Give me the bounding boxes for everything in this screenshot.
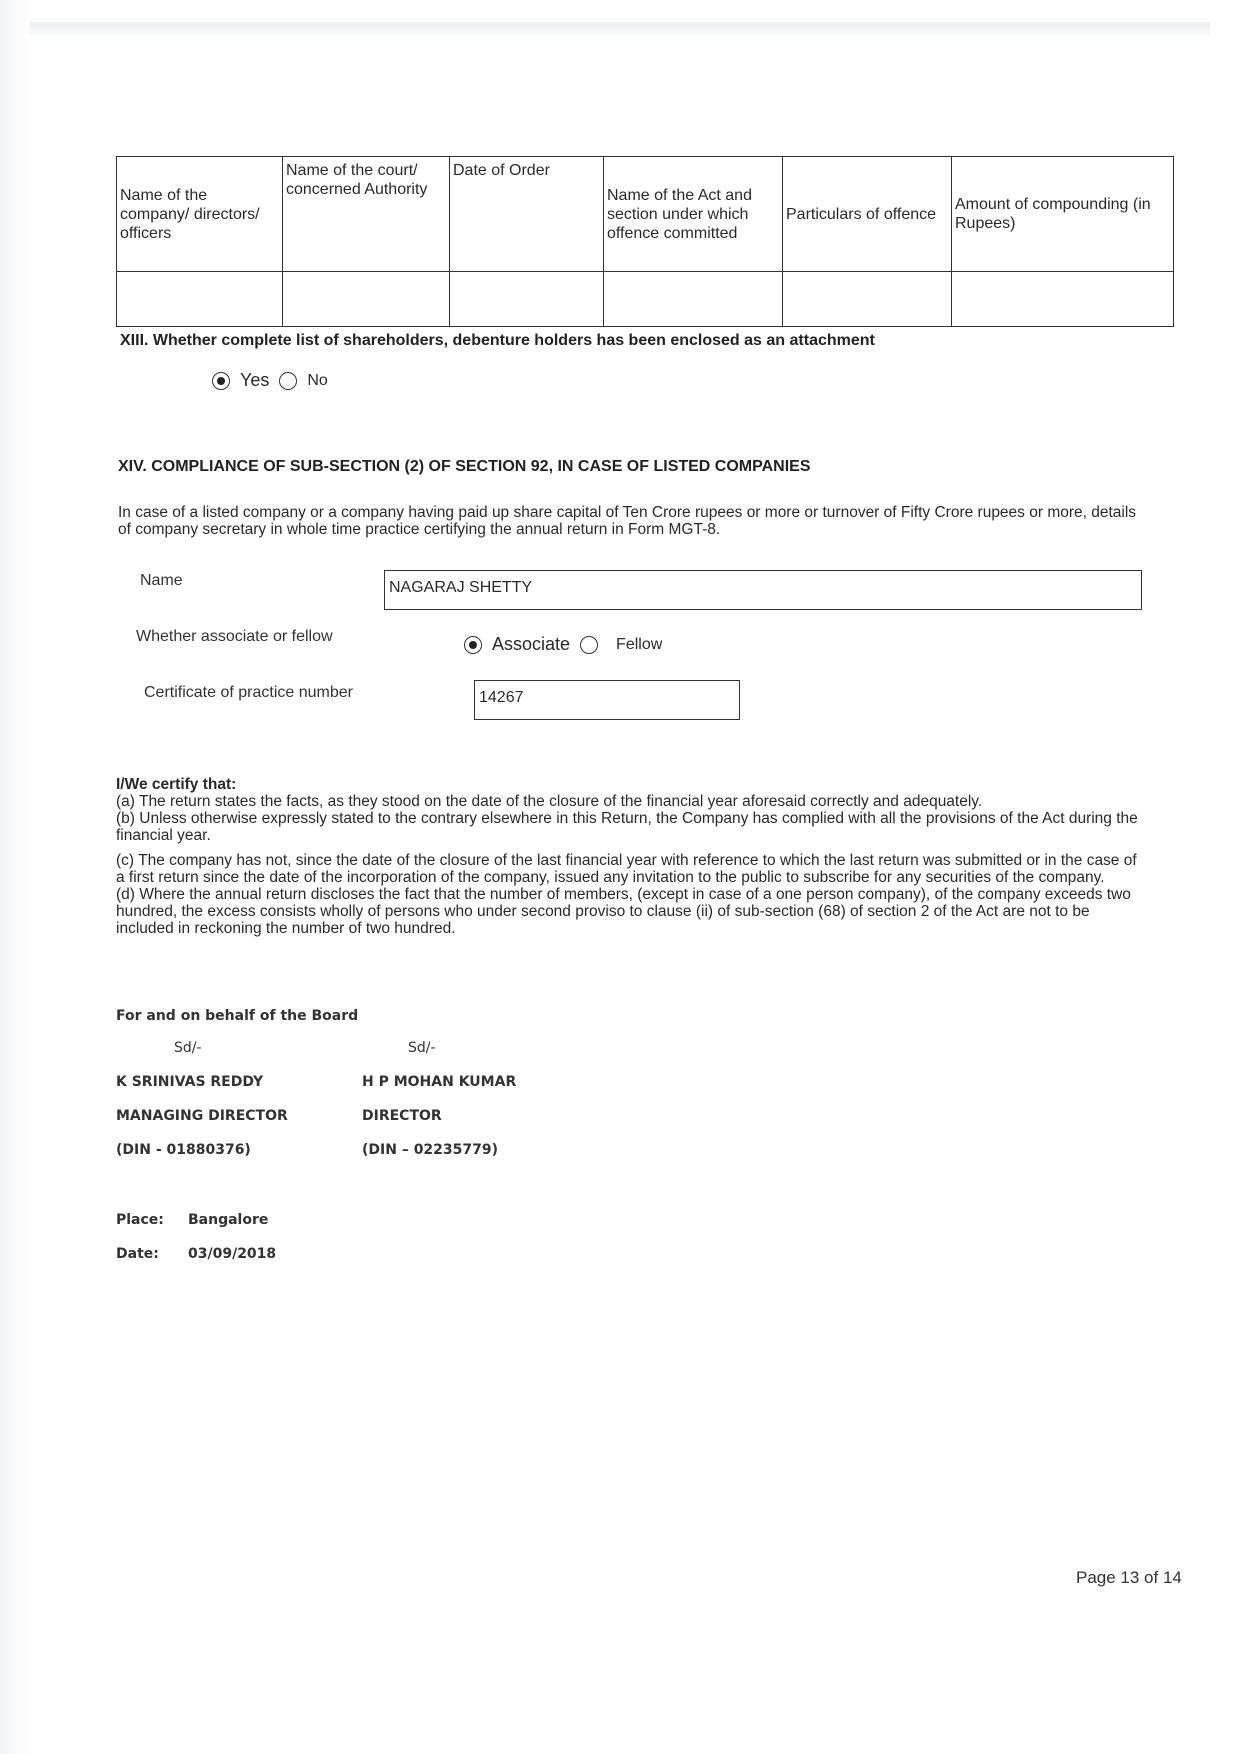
date-label: Date: xyxy=(116,1246,159,1262)
certification-heading: I/We certify that: xyxy=(116,776,237,793)
table-header-cell: Date of Order xyxy=(450,157,604,272)
fellow-radio[interactable] xyxy=(580,636,598,654)
signatory-name: H P MOHAN KUMAR xyxy=(362,1074,517,1090)
table-cell xyxy=(783,272,952,327)
yes-radio-label: Yes xyxy=(240,370,270,390)
signatory-din: (DIN - 01880376) xyxy=(116,1142,251,1158)
certification-clause-c: (c) The company has not, since the date of the closure of the last financial year with reference to which the last return was submitted or in the case of a first return since the date of the incorporation of the company, issued any invitation to the public to subscribe for any securities of the company. xyxy=(116,852,1137,886)
table-cell xyxy=(283,272,450,327)
date-value: 03/09/2018 xyxy=(188,1246,277,1262)
table-header-cell: Amount of compounding (in Rupees) xyxy=(952,157,1174,272)
yes-radio[interactable] xyxy=(212,372,230,390)
section-xiii-title: XIII. Whether complete list of shareholders, debenture holders has been enclosed as an attachment xyxy=(120,332,875,349)
table-cell xyxy=(604,272,783,327)
table-cell xyxy=(117,272,283,327)
scan-shadow-top xyxy=(30,22,1210,40)
cop-number-field[interactable]: 14267 xyxy=(474,680,740,720)
associate-radio[interactable] xyxy=(464,636,482,654)
page-number: Page 13 of 14 xyxy=(1076,1568,1182,1587)
certification-clause-b: (b) Unless otherwise expressly stated to the contrary elsewhere in this Return, the Company has complied with all the provisions of the Act during the financial year. xyxy=(116,810,1138,844)
no-radio-label: No xyxy=(307,371,328,389)
name-field[interactable]: NAGARAJ SHETTY xyxy=(384,570,1142,610)
scan-shadow-left xyxy=(0,0,30,1754)
signature-sd: Sd/- xyxy=(408,1040,436,1056)
name-label: Name xyxy=(140,572,183,589)
board-label: For and on behalf of the Board xyxy=(116,1008,359,1024)
table-header-cell: Name of the Act and section under which offence committed xyxy=(604,157,783,272)
place-label: Place: xyxy=(116,1212,164,1228)
table-cell xyxy=(952,272,1174,327)
certification-clause-a: (a) The return states the facts, as they stood on the date of the closure of the financial year aforesaid correctly and adequately. xyxy=(116,793,983,810)
associate-fellow-label: Whether associate or fellow xyxy=(136,628,333,645)
table-header-cell: Name of the court/ concerned Authority xyxy=(283,157,450,272)
table-header-cell: Particulars of offence xyxy=(783,157,952,272)
section-xiv-title: XIV. COMPLIANCE OF SUB-SECTION (2) OF SECTION 92, IN CASE OF LISTED COMPANIES xyxy=(118,458,811,475)
certification-clause-d: (d) Where the annual return discloses the fact that the number of members, (except in case of a one person company), of the company exceeds two hundred, the excess consists wholly of persons who under second proviso to clause (ii) of sub-section (68) of section 2 of the Act are not to be included in reckoning the number of two hundred. xyxy=(116,886,1131,937)
signatory-designation: DIRECTOR xyxy=(362,1108,442,1124)
cop-label: Certificate of practice number xyxy=(144,684,353,701)
table-header-cell: Name of the company/ directors/ officers xyxy=(117,157,283,272)
fellow-radio-label: Fellow xyxy=(616,635,663,653)
signatory-name: K SRINIVAS REDDY xyxy=(116,1074,264,1090)
place-value: Bangalore xyxy=(188,1212,269,1228)
no-radio[interactable] xyxy=(279,372,297,390)
table-cell xyxy=(450,272,604,327)
associate-fellow-radio-group xyxy=(464,634,672,655)
table-header-row xyxy=(117,157,1174,272)
radio-selected-dot xyxy=(217,377,225,385)
table-row xyxy=(117,272,1174,327)
signatory-din: (DIN – 02235779) xyxy=(362,1142,499,1158)
signatory-designation: MANAGING DIRECTOR xyxy=(116,1108,288,1124)
radio-selected-dot xyxy=(469,641,477,649)
compounding-table xyxy=(116,156,1174,327)
certification-block xyxy=(116,776,1146,937)
section-xiv-description: In case of a listed company or a company having paid up share capital of Ten Crore rupees or more or turnover of Fifty Crore rupees or more, details of company secretary in whole time practice certifying the annual return in Form MGT-8. xyxy=(118,504,1137,538)
associate-radio-label: Associate xyxy=(492,634,571,654)
attachment-radio-group xyxy=(212,370,338,391)
signature-sd: Sd/- xyxy=(174,1040,202,1056)
